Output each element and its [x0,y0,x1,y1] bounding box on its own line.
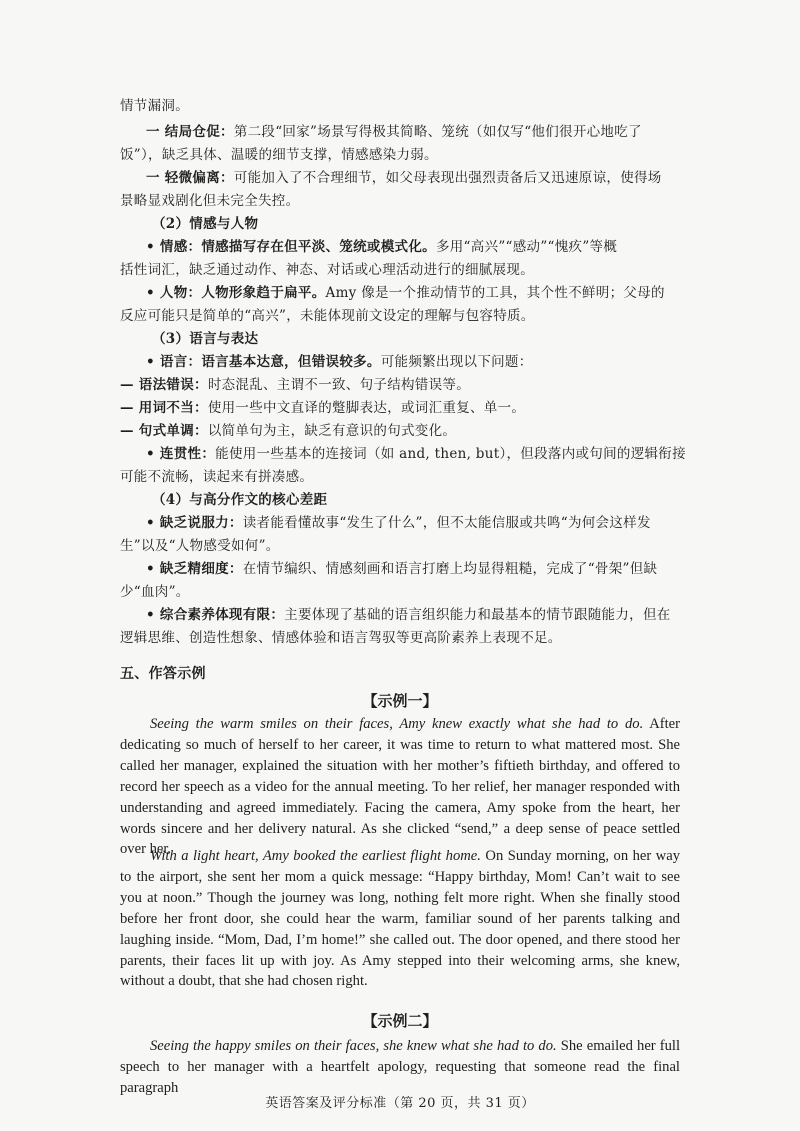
text-line [146,283,665,303]
item-text: 可能加入了不合理细节，如父母表现出强烈责备后又迅速原谅，使得场 [233,170,662,186]
page-footer: 英语答案及评分标准（第 20 页，共 31 页） [265,1096,535,1111]
paragraph-body: She emailed her full speech to her manager with a heartfelt apology, requesting that someone read the final paragraph [120,1038,681,1096]
section-heading: 五、作答示例 [120,666,206,682]
item-label: • 语言：语言基本达意，但错误较多。 [146,354,381,370]
item-label: • 连贯性： [146,446,216,462]
paragraph-body: On Sunday morning, on her way to the airport, she sent her mom a quick message: “Happy birthday, Mom! Can’t wait to see you at noon.” Though the journey was long, nothing felt more right. When she finally stood before her front door, she could hear the warm, familiar sound of her parents talking and laughing inside. “Mom, Dad, I’m home!” she called out. The door opened, and there stood her parents, their faces lit up with joy. As Amy stepped into their welcoming arms, she knew, without a doubt, that she had chosen right. [120,848,680,990]
text-line: 反应可能只是简单的“高兴”，未能体现前文设定的理解与包容特质。 [120,308,535,324]
item-label: 一 结局仓促： [146,124,234,140]
example-title: 【示例一】 [362,692,438,710]
text-line: 生”以及“人物感受如何”。 [120,538,280,554]
subsection-heading: （4）与高分作文的核心差距 [152,492,328,508]
item-label: — 语法错误： [120,377,208,393]
subsection-heading: （2）情感与人物 [152,216,259,232]
text-line: 括性词汇，缺乏通过动作、神态、对话或心理活动进行的细腻展现。 [120,262,534,278]
text-line: 逻辑思维、创造性想象、情感体验和语言驾驭等更高阶素养上表现不足。 [120,630,562,646]
text-line [146,237,617,257]
item-text: 以简单句为主，缺乏有意识的句式变化。 [207,423,457,439]
text-line [120,421,456,441]
text-line [146,352,533,372]
example-title: 【示例二】 [362,1012,438,1030]
text-line [146,559,657,579]
lead-sentence: With a light heart, Amy booked the earliest flight home. [150,848,481,864]
paragraph-body: After dedicating so much of herself to her career, it was time to return to what mattered most. She called her manager, explained the situation with her mother’s fiftieth birthday, and offered to record her speech as a video for the annual meeting. To her relief, her manager responded with understanding and agreed immediately. Facing the camera, Amy spoke from the heart, her words sincere and her delivery natural. As she clicked “send,” a deep sense of peace settled over her. [120,716,680,858]
item-text: 第二段“回家”场景写得极其简略、笼统（如仅写“他们很开心地吃了 [233,124,642,140]
item-label: • 缺乏精细度： [146,561,243,577]
lead-sentence: Seeing the happy smiles on their faces, she knew what she had to do. [150,1038,557,1054]
item-text: Amy 像是一个推动情节的工具，其个性不鲜明；父母的 [325,285,665,301]
item-label: • 人物：人物形象趋于扁平。 [146,285,326,301]
text-line [146,605,671,625]
example1-paragraph2 [120,846,680,992]
item-text: 时态混乱、主谓不一致、句子结构错误等。 [207,377,471,393]
item-text: 主要体现了基础的语言组织能力和最基本的情节跟随能力，但在 [284,607,671,623]
text-line [146,168,662,188]
item-label: • 情感：情感描写存在但平淡、笼统或模式化。 [146,239,436,255]
text-line [120,375,470,395]
subsection-heading: （3）语言与表达 [152,331,259,347]
example2-paragraph1 [120,1036,681,1096]
item-text: 读者能看懂故事“发生了什么”，但不太能信服或共鸣“为何会这样发 [242,515,651,531]
item-label: • 缺乏说服力： [146,515,243,531]
item-text: 多用“高兴”“感动”“愧疚”等概 [435,239,618,255]
item-label: 一 轻微偏离： [146,170,234,186]
item-text: 使用一些中文直译的蹩脚表达，或词汇重复、单一。 [207,400,526,416]
text-line: 景略显戏剧化但未完全失控。 [120,193,300,209]
item-text: 可能频繁出现以下问题： [380,354,533,370]
item-label: • 综合素养体现有限： [146,607,285,623]
text-line [146,513,651,533]
item-label: — 句式单调： [120,423,208,439]
text-line: 饭”），缺乏具体、温暖的细节支撑，情感感染力弱。 [120,147,438,163]
text-line [120,398,525,418]
text-line [146,444,686,464]
item-text: 能使用一些基本的连接词（如 and, then, but），但段落内或句间的逻辑衔接 [215,446,686,462]
text-line: 情节漏洞。 [120,98,189,114]
item-label: — 用词不当： [120,400,208,416]
lead-sentence: Seeing the warm smiles on their faces, Amy knew exactly what she had to do. [150,716,644,732]
item-text: 在情节编织、情感刻画和语言打磨上均显得粗糙，完成了“骨架”但缺 [242,561,658,577]
text-line: 可能不流畅，读起来有拼凑感。 [120,469,314,485]
text-line: 少“血肉”。 [120,584,190,600]
text-line [146,122,642,142]
example1-paragraph1 [120,714,680,860]
